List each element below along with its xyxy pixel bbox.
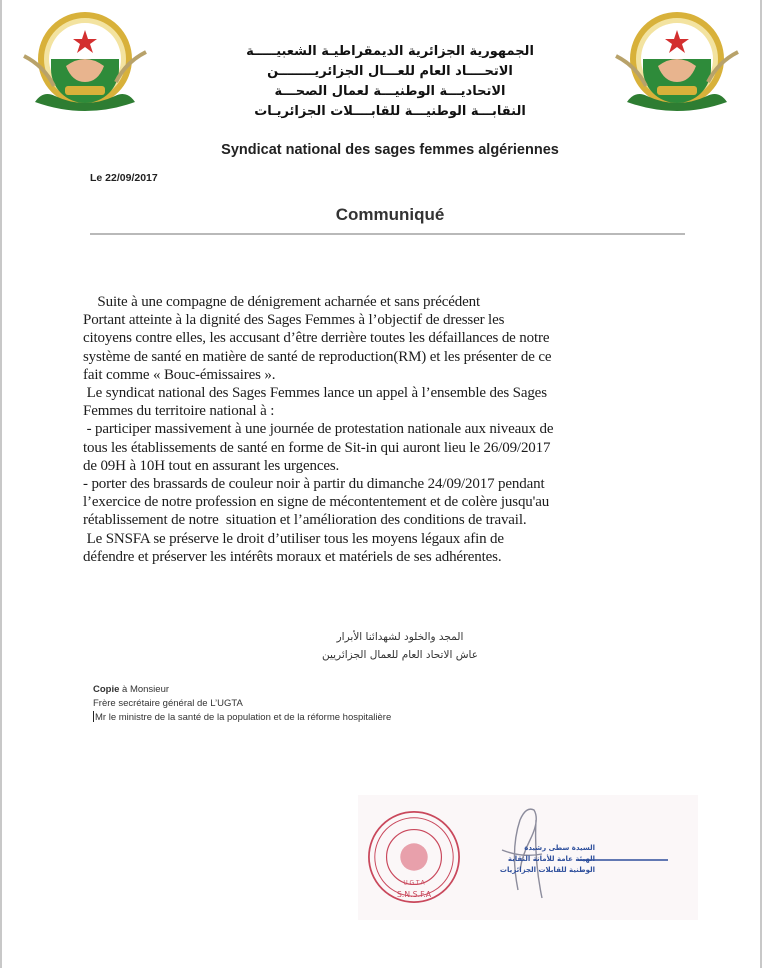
copy-heading-rest: à Monsieur (119, 684, 170, 695)
body-line: de 09H à 10H tout en assurant les urgences. (83, 457, 340, 474)
union-stamp-icon (365, 808, 463, 906)
body-line: fait comme « Bouc-émissaires ». (83, 366, 276, 383)
signatory-line: الهيئة عامة للأمانة النقابة (507, 855, 595, 863)
header-line: الاتحــــاد العام للعـــال الجزائريــــــــن (267, 64, 513, 79)
ugta-emblem-left-icon (10, 4, 160, 124)
body-line: rétablissement de notre situation et l’amélioration des conditions de travail. (83, 512, 527, 529)
header-line: الاتحاديـــة الوطنيـــة لعمال الصحـــة (274, 84, 506, 99)
body-line: tous les établissements de santé en forme de Sit-in qui auront lieu le 26/09/2017 (83, 439, 551, 456)
title-divider (90, 233, 685, 235)
body-line: système de santé en matière de santé de reproduction(RM) et les présenter de ce (83, 348, 552, 365)
body-line: Femmes du territoire national à : (83, 403, 275, 420)
body-line: défendre et préserver les intérêts moraux et matériels de ses adhérentes. (83, 548, 502, 565)
stamp-inner-text: U.G.T.A (403, 880, 425, 887)
arabic-header (200, 42, 580, 122)
organization-name: Syndicat national des sages femmes algériennes (221, 142, 559, 158)
body-line: citoyens contre elles, les accusant d’être derrière toutes les défaillances de notre (83, 330, 550, 347)
stamp-text: S.N.S.F.A (396, 890, 432, 900)
arabic-closing (270, 628, 530, 664)
closing-line: المجد والخلود لشهدائنا الأبرار (336, 631, 464, 643)
body-line: Le SNSFA se préserve le droit d’utiliser tous les moyens légaux afin de (83, 530, 504, 547)
body-line: Le syndicat national des Sages Femmes lance un appel à l’ensemble des Sages (83, 385, 547, 402)
signatory-line: الوطنية للقابلات الجزائريات (499, 866, 595, 874)
document-title: Communiqué (335, 205, 445, 224)
signatory-line: السيدة سطى رشيدة (524, 844, 595, 852)
body-line: Portant atteinte à la dignité des Sages Femmes à l’objectif de dresser les (83, 312, 505, 329)
communique-body (83, 293, 723, 566)
body-line: Suite à une compagne de dénigrement acharnée et sans précédent (83, 294, 481, 310)
copy-recipients (93, 683, 391, 725)
body-line: l’exercice de notre profession en signe de mécontentement et de colère jusqu'au (83, 494, 550, 511)
copy-recipient-row (93, 711, 391, 725)
signatory-block (485, 843, 595, 876)
header-line: النقابـــة الوطنيـــة للقابــــلات الجزائريـات (254, 104, 526, 119)
text-cursor (93, 711, 94, 722)
ugta-emblem-right-icon (602, 4, 752, 124)
copy-heading (93, 683, 391, 697)
copy-recipient: Mr le ministre de la santé de la population et de la réforme hospitalière (95, 712, 392, 723)
header-line: الجمهورية الجزائرية الديمقراطيـة الشعبيـــــة (246, 44, 534, 59)
body-line: - participer massivement à une journée de protestation nationale aux niveaux de (83, 421, 554, 438)
copy-recipient: Frère secrétaire général de L’UGTA (93, 698, 243, 709)
closing-line: عاش الاتحاد العام للعمال الجزائريين (321, 649, 479, 661)
body-line: - porter des brassards de couleur noir à partir du dimanche 24/09/2017 pendant (83, 476, 545, 493)
document-date: Le 22/09/2017 (90, 172, 158, 184)
copy-heading-bold: Copie (93, 684, 120, 695)
